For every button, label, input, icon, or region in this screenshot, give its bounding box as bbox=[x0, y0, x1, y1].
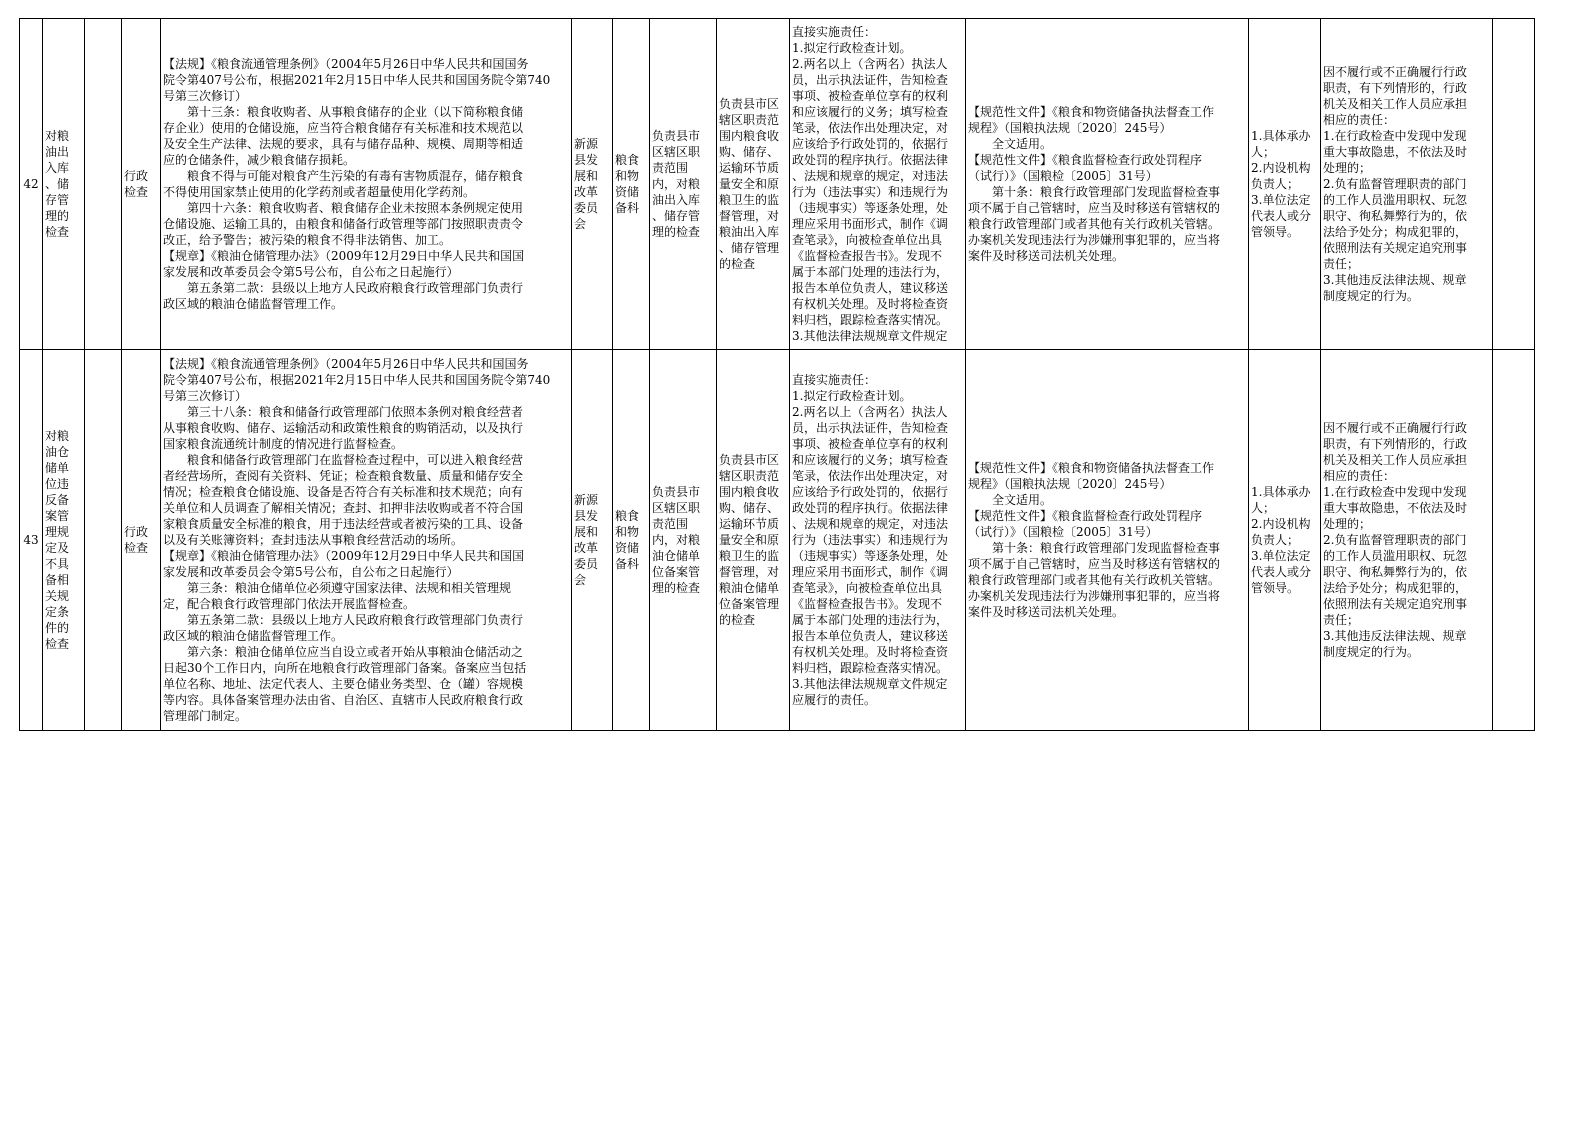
text-line: 内，对粮 bbox=[652, 533, 701, 547]
text-line: 【规章】《粮油仓储管理办法》（2009年12月29日中华人民共和国国 bbox=[163, 249, 525, 263]
text-line: 粮卫生的监 bbox=[719, 193, 780, 207]
legal-basis-cell bbox=[161, 19, 572, 350]
text-line: 存管 bbox=[45, 193, 70, 207]
text-line: 量安全和原 bbox=[719, 533, 780, 547]
text-line: 1.在行政检查中发现中发现 bbox=[1323, 129, 1467, 143]
text-line: 不具 bbox=[45, 557, 70, 571]
text-line: 2.内设机构 bbox=[1251, 517, 1311, 531]
text-line: 委员 bbox=[574, 201, 599, 215]
text-line: 1.具体承办 bbox=[1251, 129, 1311, 143]
text-line: 以及有关账簿资料；查封违法从事粮食经营活动的场所。 bbox=[163, 533, 464, 547]
implementation-cell bbox=[790, 19, 966, 350]
table-row bbox=[20, 19, 1535, 350]
text-line: 督管理，对 bbox=[719, 565, 780, 579]
remark-cell bbox=[1493, 350, 1535, 731]
text-line: 粮食 bbox=[615, 153, 640, 167]
text-line: 理的检查 bbox=[652, 225, 701, 239]
text-line: 委员 bbox=[574, 557, 599, 571]
text-line: 第十三条：粮食收购者、从事粮食储存的企业（以下简称粮食储 bbox=[187, 105, 524, 119]
text-line: 新源 bbox=[574, 493, 599, 507]
text-line: 查笔录》，向被检查单位出具 bbox=[792, 581, 943, 595]
text-line: 入库 bbox=[45, 161, 70, 175]
text-line: 负责人； bbox=[1251, 533, 1300, 547]
text-line: 人； bbox=[1251, 501, 1276, 515]
text-line: 理的检查 bbox=[652, 581, 701, 595]
text-line: 应该给予行政处罚的，依据行 bbox=[792, 485, 949, 499]
text-line: 行为（违法事实）和违规行为 bbox=[792, 185, 949, 199]
text-line: 有权机关处理。及时将检查资 bbox=[792, 645, 949, 659]
text-line: 的工作人员滥用职权、玩忽 bbox=[1323, 193, 1468, 207]
text-line: 2.两名以上（含两名）执法人 bbox=[792, 57, 948, 71]
text-line: 改革 bbox=[574, 185, 599, 199]
category-cell bbox=[122, 19, 161, 350]
text-line: （试行）》（国粮检〔2005〕31号） bbox=[968, 525, 1158, 539]
row-number-cell: 43 bbox=[20, 350, 43, 731]
text-line: 改革 bbox=[574, 541, 599, 555]
text-line: 第五条第二款：县级以上地方人民政府粮食行政管理部门负责行 bbox=[187, 613, 524, 627]
text-line: 2.负有监督管理职责的部门 bbox=[1323, 533, 1467, 547]
text-line: 、储存管理 bbox=[719, 241, 780, 255]
text-line: 2.负有监督管理职责的部门 bbox=[1323, 177, 1467, 191]
sub-item-cell bbox=[85, 19, 122, 350]
text-line: 因不履行或不正确履行行政 bbox=[1323, 65, 1468, 79]
text-line: 日起30个工作日内，向所在地粮食行政管理部门备案。备案应当包括 bbox=[163, 661, 527, 675]
text-line: 油出 bbox=[45, 145, 70, 159]
text-line: 备科 bbox=[615, 557, 640, 571]
text-line: 全文适用。 bbox=[992, 493, 1053, 507]
text-line: 第十条：粮食行政管理部门发现监督检查事 bbox=[992, 541, 1221, 555]
text-line: 号第三次修订） bbox=[163, 89, 248, 103]
text-line: 、储 bbox=[45, 177, 70, 191]
text-line: 和应该履行的义务；填写检查 bbox=[792, 453, 949, 467]
text-line: 展和 bbox=[574, 169, 599, 183]
text-line: 职责，有下列情形的，行政 bbox=[1323, 437, 1468, 451]
text-line: 县发 bbox=[574, 153, 599, 167]
text-line: 号第三次修订） bbox=[163, 389, 248, 403]
text-line: 代表人或分 bbox=[1251, 209, 1312, 223]
text-line: 粮油仓储单 bbox=[719, 581, 780, 595]
text-line: 职守、徇私舞弊行为的，依 bbox=[1323, 565, 1468, 579]
text-line: 应的仓储条件，减少粮食储存损耗。 bbox=[163, 153, 356, 167]
text-line: 和物 bbox=[615, 525, 640, 539]
text-line: 的工作人员滥用职权、玩忽 bbox=[1323, 549, 1468, 563]
text-line: 运输环节质 bbox=[719, 517, 780, 531]
text-line: 3.其他违反法律法规、规章 bbox=[1323, 629, 1467, 643]
text-line: 3.其他法律法规规章文件规定 bbox=[792, 329, 948, 343]
text-line: 员，出示执法证件，告知检查 bbox=[792, 73, 949, 87]
text-line: 管领导。 bbox=[1251, 225, 1300, 239]
text-line: 内，对粮 bbox=[652, 177, 701, 191]
text-line: 位备案管 bbox=[652, 565, 701, 579]
text-line: 位备案管理 bbox=[719, 597, 780, 611]
text-line: 存企业）使用的仓储设施，应当符合粮食储存有关标准和技术规范以 bbox=[163, 121, 524, 135]
text-line: 者经营场所，查阅有关资料、凭证；检查粮食数量、质量和储存安全 bbox=[163, 469, 524, 483]
text-line: 全文适用。 bbox=[992, 137, 1053, 151]
text-line: 法给予处分；构成犯罪的， bbox=[1323, 225, 1468, 239]
text-line: 3.其他法律法规规章文件规定 bbox=[792, 677, 948, 691]
text-line: 反备 bbox=[45, 493, 70, 507]
text-line: 家粮食质量安全标准的粮食，用于违法经营或者被污染的工具、设备 bbox=[163, 517, 524, 531]
text-line: 办案机关发现违法行为涉嫌刑事犯罪的，应当将 bbox=[968, 589, 1221, 603]
text-line: 院令第407号公布，根据2021年2月15日中华人民共和国国务院令第740 bbox=[163, 73, 551, 87]
accountability-cell bbox=[1321, 350, 1493, 731]
text-line: 制度规定的行为。 bbox=[1323, 289, 1420, 303]
text-line: 应该给予行政处罚的，依据行 bbox=[792, 137, 949, 151]
duty-basis-cell bbox=[966, 19, 1249, 350]
text-line: 政处罚的程序执行。依据法律 bbox=[792, 501, 949, 515]
text-line: 属于本部门处理的违法行为， bbox=[792, 613, 949, 627]
text-line: 仓储设施、运输工具的，由粮食和储备行政管理等部门按照职责责令 bbox=[163, 217, 524, 231]
text-line: 油出入库 bbox=[652, 193, 701, 207]
text-line: 政处罚的程序执行。依据法律 bbox=[792, 153, 949, 167]
text-line: 相应的责任： bbox=[1323, 113, 1396, 127]
text-line: 储单 bbox=[45, 461, 70, 475]
text-line: 备相 bbox=[45, 573, 70, 587]
text-line: 检查 bbox=[45, 225, 70, 239]
text-line: 机关及相关工作人员应承担 bbox=[1323, 453, 1468, 467]
department-cell bbox=[572, 350, 613, 731]
text-line: 第六条：粮油仓储单位应当自设立或者开始从事粮油仓储活动之 bbox=[187, 645, 524, 659]
text-line: 职责，有下列情形的，行政 bbox=[1323, 81, 1468, 95]
text-line: 3.单位法定 bbox=[1251, 193, 1311, 207]
text-line: 相应的责任： bbox=[1323, 469, 1396, 483]
text-line: 的检查 bbox=[719, 257, 756, 271]
text-line: 应履行的责任。 bbox=[792, 693, 877, 707]
text-line: 【规范性文件】《粮食监督检查行政处罚程序 bbox=[968, 509, 1203, 523]
text-line: 政区域的粮油仓储监督管理工作。 bbox=[163, 297, 344, 311]
text-line: 关单位和人员调查了解相关情况；查封、扣押非法收购或者不符合国 bbox=[163, 501, 524, 515]
text-line: 及安全生产法律、法规的要求，具有与储存品种、规模、周期等相适 bbox=[163, 137, 524, 151]
text-line: 购、储存、 bbox=[719, 145, 780, 159]
text-line: 料归档，跟踪检查落实情况。 bbox=[792, 661, 949, 675]
legal-basis-cell bbox=[161, 350, 572, 731]
text-line: （违规事实）等逐条处理，处 bbox=[792, 549, 949, 563]
text-line: 依照刑法有关规定追究刑事 bbox=[1323, 241, 1468, 255]
text-line: 辖区职责范 bbox=[719, 113, 780, 127]
text-line: 规程》（国粮执法规〔2020〕245号） bbox=[968, 121, 1172, 135]
text-line: 1.拟定行政检查计划。 bbox=[792, 389, 912, 403]
item-name-cell bbox=[43, 19, 85, 350]
text-line: 资储 bbox=[615, 541, 640, 555]
duty-list-table bbox=[19, 18, 1535, 731]
text-line: 情况；检查粮食仓储设施、设备是否符合有关标准和技术规范；向有 bbox=[163, 485, 524, 499]
responsible-cell bbox=[1249, 19, 1321, 350]
text-line: 报告本单位负责人，建议移送 bbox=[792, 281, 949, 295]
text-line: 处理的； bbox=[1323, 517, 1372, 531]
text-line: 直接实施责任： bbox=[792, 25, 877, 39]
text-line: 第三十八条：粮食和储备行政管理部门依照本条例对粮食经营者 bbox=[187, 405, 524, 419]
text-line: 理的 bbox=[45, 209, 70, 223]
text-line: 料归档，跟踪检查落实情况。 bbox=[792, 313, 949, 327]
text-line: 1.在行政检查中发现中发现 bbox=[1323, 485, 1467, 499]
text-line: 1.具体承办 bbox=[1251, 485, 1311, 499]
text-line: 案件及时移送司法机关处理。 bbox=[968, 605, 1125, 619]
text-line: 位违 bbox=[45, 477, 70, 491]
text-line: 有权机关处理。及时将检查资 bbox=[792, 297, 949, 311]
text-line: 负责县市 bbox=[652, 129, 701, 143]
text-line: 理应采用书面形式，制作《调 bbox=[792, 565, 949, 579]
text-line: 依照刑法有关规定追究刑事 bbox=[1323, 597, 1468, 611]
text-line: 粮食 bbox=[615, 509, 640, 523]
text-line: 【规范性文件】《粮食和物资储备执法督查工作 bbox=[968, 105, 1215, 119]
text-line: 对粮 bbox=[45, 429, 70, 443]
text-line: 检查 bbox=[124, 185, 149, 199]
text-line: 3.单位法定 bbox=[1251, 549, 1311, 563]
text-line: 笔录，依法作出处理决定，对 bbox=[792, 469, 949, 483]
text-line: 粮食不得与可能对粮食产生污染的有毒有害物质混存，储存粮食 bbox=[187, 169, 524, 183]
text-line: 不得使用国家禁止使用的化学药剂或者超量使用化学药剂。 bbox=[163, 185, 476, 199]
text-line: 单位名称、地址、法定代表人、主要仓储业务类型、仓（罐）容规模 bbox=[163, 677, 524, 691]
duty-content-cell bbox=[717, 350, 790, 731]
text-line: 【规范性文件】《粮食监督检查行政处罚程序 bbox=[968, 153, 1203, 167]
text-line: 第十条：粮食行政管理部门发现监督检查事 bbox=[992, 185, 1221, 199]
text-line: 机关及相关工作人员应承担 bbox=[1323, 97, 1468, 111]
text-line: 县发 bbox=[574, 509, 599, 523]
text-line: 规程》（国粮执法规〔2020〕245号） bbox=[968, 477, 1172, 491]
remark-cell bbox=[1493, 19, 1535, 350]
text-line: 制度规定的行为。 bbox=[1323, 645, 1420, 659]
text-line: 运输环节质 bbox=[719, 161, 780, 175]
text-line: 定及 bbox=[45, 541, 70, 555]
text-line: 项不属于自己管辖时，应当及时移送有管辖权的 bbox=[968, 201, 1221, 215]
text-line: 【法规】《粮食流通管理条例》（2004年5月26日中华人民共和国国务 bbox=[163, 357, 529, 371]
text-line: 理应采用书面形式，制作《调 bbox=[792, 217, 949, 231]
text-line: 和物 bbox=[615, 169, 640, 183]
text-line: 等内容。具体备案管理办法由省、自治区、直辖市人民政府粮食行政 bbox=[163, 693, 524, 707]
item-name-cell bbox=[43, 350, 85, 731]
text-line: 行为（违法事实）和违规行为 bbox=[792, 533, 949, 547]
department-cell bbox=[572, 19, 613, 350]
text-line: 国家粮食流通统计制度的情况进行监督检查。 bbox=[163, 437, 404, 451]
text-line: 粮油出入库 bbox=[719, 225, 780, 239]
office-cell bbox=[613, 19, 650, 350]
text-line: 检查 bbox=[45, 637, 70, 651]
text-line: 第五条第二款：县级以上地方人民政府粮食行政管理部门负责行 bbox=[187, 281, 524, 295]
text-line: 定，配合粮食行政管理部门依法开展监督检查。 bbox=[163, 597, 416, 611]
duty-basis-cell bbox=[966, 350, 1249, 731]
text-line: 区辖区职 bbox=[652, 145, 701, 159]
text-line: 督管理，对 bbox=[719, 209, 780, 223]
text-line: 法给予处分；构成犯罪的， bbox=[1323, 581, 1468, 595]
text-line: 查笔录》，向被检查单位出具 bbox=[792, 233, 943, 247]
text-line: 项不属于自己管辖时，应当及时移送有管辖权的 bbox=[968, 557, 1221, 571]
text-line: 辖区职责范 bbox=[719, 469, 780, 483]
text-line: （违规事实）等逐条处理，处 bbox=[792, 201, 949, 215]
text-line: 员，出示执法证件，告知检查 bbox=[792, 421, 949, 435]
text-line: 、法规和规章的规定，对违法 bbox=[792, 169, 949, 183]
text-line: 责任； bbox=[1323, 257, 1360, 271]
text-line: 2.两名以上（含两名）执法人 bbox=[792, 405, 948, 419]
text-line: 的检查 bbox=[719, 613, 756, 627]
sub-item-cell bbox=[85, 350, 122, 731]
text-line: 家发展和改革委员会令第5号公布，自公布之日起施行） bbox=[163, 265, 459, 279]
text-line: 定条 bbox=[45, 605, 70, 619]
text-line: （试行）》（国粮检〔2005〕31号） bbox=[968, 169, 1158, 183]
text-line: 因不履行或不正确履行行政 bbox=[1323, 421, 1468, 435]
text-line: 管理部门制定。 bbox=[163, 709, 248, 723]
text-line: 人； bbox=[1251, 145, 1276, 159]
responsible-cell bbox=[1249, 350, 1321, 731]
text-line: 3.其他违反法律法规、规章 bbox=[1323, 273, 1467, 287]
text-line: 围内粮食收 bbox=[719, 129, 780, 143]
text-line: 行政 bbox=[124, 525, 149, 539]
text-line: 职守、徇私舞弊行为的，依 bbox=[1323, 209, 1468, 223]
text-line: 家发展和改革委员会令第5号公布，自公布之日起施行） bbox=[163, 565, 459, 579]
text-line: 【规范性文件】《粮食和物资储备执法督查工作 bbox=[968, 461, 1215, 475]
text-line: 新源 bbox=[574, 137, 599, 151]
text-line: 2.内设机构 bbox=[1251, 161, 1311, 175]
text-line: 油仓 bbox=[45, 445, 70, 459]
text-line: 粮卫生的监 bbox=[719, 549, 780, 563]
text-line: 、储存管 bbox=[652, 209, 701, 223]
category-cell bbox=[122, 350, 161, 731]
text-line: 《监督检查报告书》。发现不 bbox=[792, 249, 943, 263]
text-line: 、法规和规章的规定，对违法 bbox=[792, 517, 949, 531]
text-line: 粮食行政管理部门或者其他有关行政机关管辖。 bbox=[968, 573, 1221, 587]
text-line: 案件及时移送司法机关处理。 bbox=[968, 249, 1125, 263]
text-line: 理规 bbox=[45, 525, 70, 539]
text-line: 重大事故隐患，不依法及时 bbox=[1323, 145, 1468, 159]
text-line: 油仓储单 bbox=[652, 549, 701, 563]
scope-cell bbox=[650, 19, 717, 350]
accountability-cell bbox=[1321, 19, 1493, 350]
text-line: 【法规】《粮食流通管理条例》（2004年5月26日中华人民共和国国务 bbox=[163, 57, 529, 71]
text-line: 展和 bbox=[574, 525, 599, 539]
text-line: 政区域的粮油仓储监督管理工作。 bbox=[163, 629, 344, 643]
text-line: 行政 bbox=[124, 169, 149, 183]
text-line: 报告本单位负责人，建议移送 bbox=[792, 629, 949, 643]
text-line: 事项、被检查单位享有的权利 bbox=[792, 89, 949, 103]
text-line: 第三条：粮油仓储单位必须遵守国家法律、法规和相关管理规 bbox=[187, 581, 512, 595]
text-line: 院令第407号公布，根据2021年2月15日中华人民共和国国务院令第740 bbox=[163, 373, 551, 387]
text-line: 改正，给予警告；被污染的粮食不得非法销售、加工。 bbox=[163, 233, 452, 247]
text-line: 【规章】《粮油仓储管理办法》（2009年12月29日中华人民共和国国 bbox=[163, 549, 525, 563]
text-line: 对粮 bbox=[45, 129, 70, 143]
text-line: 代表人或分 bbox=[1251, 565, 1312, 579]
text-line: 围内粮食收 bbox=[719, 485, 780, 499]
office-cell bbox=[613, 350, 650, 731]
row-number-cell: 42 bbox=[20, 19, 43, 350]
text-line: 负责县市区 bbox=[719, 97, 780, 111]
text-line: 量安全和原 bbox=[719, 177, 780, 191]
text-line: 责任； bbox=[1323, 613, 1360, 627]
text-line: 办案机关发现违法行为涉嫌刑事犯罪的，应当将 bbox=[968, 233, 1221, 247]
text-line: 第四十六条：粮食收购者、粮食储存企业未按照本条例规定使用 bbox=[187, 201, 524, 215]
table-body bbox=[20, 19, 1535, 731]
text-line: 粮食和储备行政管理部门在监督检查过程中，可以进入粮食经营 bbox=[187, 453, 524, 467]
duty-content-cell bbox=[717, 19, 790, 350]
text-line: 负责人； bbox=[1251, 177, 1300, 191]
text-line: 购、储存、 bbox=[719, 501, 780, 515]
text-line: 检查 bbox=[124, 541, 149, 555]
table-row bbox=[20, 350, 1535, 731]
implementation-cell bbox=[790, 350, 966, 731]
text-line: 备科 bbox=[615, 201, 640, 215]
text-line: 管领导。 bbox=[1251, 581, 1300, 595]
text-line: 粮食行政管理部门或者其他有关行政机关管辖。 bbox=[968, 217, 1221, 231]
text-line: 会 bbox=[574, 573, 587, 587]
text-line: 《监督检查报告书》。发现不 bbox=[792, 597, 943, 611]
text-line: 案管 bbox=[45, 509, 70, 523]
text-line: 1.拟定行政检查计划。 bbox=[792, 41, 912, 55]
text-line: 笔录，依法作出处理决定，对 bbox=[792, 121, 949, 135]
text-line: 直接实施责任： bbox=[792, 373, 877, 387]
text-line: 负责县市区 bbox=[719, 453, 780, 467]
text-line: 属于本部门处理的违法行为， bbox=[792, 265, 949, 279]
text-line: 负责县市 bbox=[652, 485, 701, 499]
text-line: 责范围 bbox=[652, 517, 689, 531]
text-line: 处理的； bbox=[1323, 161, 1372, 175]
text-line: 资储 bbox=[615, 185, 640, 199]
text-line: 事项、被检查单位享有的权利 bbox=[792, 437, 949, 451]
text-line: 件的 bbox=[45, 621, 70, 635]
text-line: 区辖区职 bbox=[652, 501, 701, 515]
text-line: 责范围 bbox=[652, 161, 689, 175]
text-line: 从事粮食收购、储存、运输活动和政策性粮食的购销活动，以及执行 bbox=[163, 421, 524, 435]
text-line: 关规 bbox=[45, 589, 70, 603]
text-line: 会 bbox=[574, 217, 587, 231]
scope-cell bbox=[650, 350, 717, 731]
text-line: 重大事故隐患，不依法及时 bbox=[1323, 501, 1468, 515]
text-line: 和应该履行的义务；填写检查 bbox=[792, 105, 949, 119]
